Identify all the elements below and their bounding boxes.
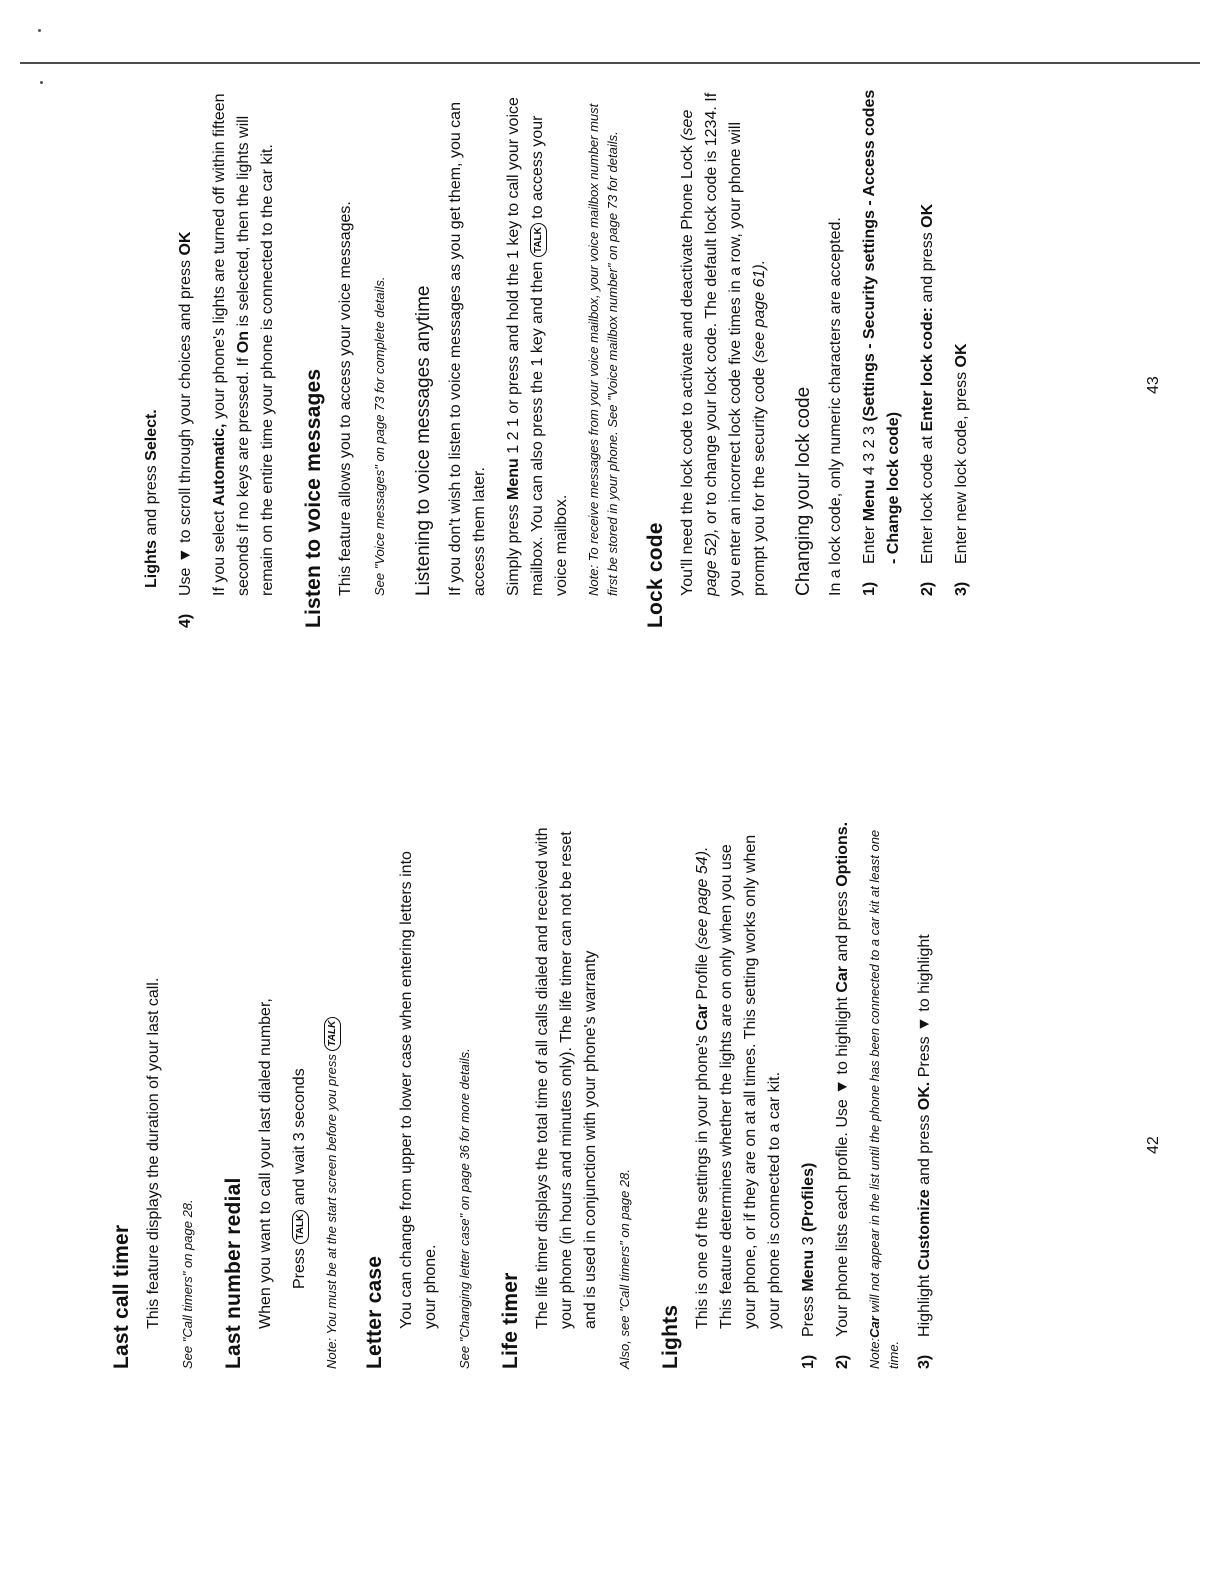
step4-a: Use ▼ to scroll through your choices and press [177,260,194,596]
step-text [797,1163,821,1337]
step3-a: Highlight [916,1274,933,1337]
step-text [916,204,940,564]
auto-b: your phone's lights are turned off within fifteen seconds if no keys are pressed. If [211,93,252,596]
step-text [950,343,974,564]
lstep1-menu: Menu [861,479,878,522]
lights-body-see: (see page 54). [694,846,711,950]
step1-profiles: (Profiles) [800,1162,817,1233]
talk-key-icon: TALK [292,1210,309,1244]
life-timer-see: Also, see "Call timers" on page 28. [617,1169,632,1369]
step1-a: Press [800,1296,817,1337]
step1-menu: Menu [800,1249,817,1292]
lights-auto-body [208,88,280,596]
step2-car: Car [834,965,851,993]
step3-ok: OK. [916,1081,933,1111]
note-a: Note: [867,1337,882,1369]
lock-step-1 [858,88,906,596]
left-column [88,819,947,1369]
heading-last-number-redial: Last number redial [222,1177,245,1369]
step3-b: and press [916,1114,933,1185]
body3-menu: Menu [505,458,522,500]
lstep2-ok: OK [919,203,936,228]
step4-ok: OK [177,231,194,256]
page-43 [0,0,1224,784]
redial-note [322,819,341,1369]
lights-step-1 [797,819,821,1369]
lstep1-a: Enter [861,525,878,564]
step-number: 3) [953,581,970,596]
step2-options: Options. [834,821,851,887]
lock-step-3 [950,88,974,596]
auto-c: is selected, then the lights will remain on the entire time your phone is connected to the car kit. [235,115,276,596]
lights-body-3: This feature determines whether the lights are on only when you use your phone, or if they are on at all times. This setting works only when your phone is connected to a car kit. [718,834,783,1329]
step2-b: and press [834,891,851,962]
last-call-timer-body: This feature displays the duration of your last call. [145,977,162,1329]
auto-on: On [235,330,252,354]
heading-last-call-timer: Last call timer [110,1224,133,1369]
letter-case-body: You can change from upper to lower case when entering letters into your phone. [398,851,439,1329]
lock-body-b: or to change your lock code. The default lock code is 1234. If you enter an incorrect lock code five times in a row, your phone will prompt you for the security code [703,92,768,596]
lights-body-car: Car [694,1003,711,1031]
lock-body [676,88,772,596]
auto-automatic: Automatic, [211,423,228,507]
lights-word: Lights [143,540,160,588]
heading-listen-voice: Listen to voice messages [302,368,325,628]
lock-see-2: (see page 61). [751,259,768,363]
step-number: 4) [177,613,194,628]
right-column [82,88,984,628]
lock-step-2 [916,88,940,596]
step3-c: Press ▼ to highlight [916,934,933,1078]
lstep2-b: and press [919,232,936,303]
life-timer-body: The life timer displays the total time of all calls dialed and received with your phone (in hours and minutes only). The life timer can not be reset and is used in conjunction with your phone's warranty [534,827,599,1329]
and-press: and press [143,465,160,536]
lstep1-b: 4 3 2 3 [861,426,878,476]
subheading-changing-lock: Changing your lock code [793,386,814,596]
lstep3-ok: OK [953,343,970,368]
select-word: Select. [143,409,160,461]
press-after: and wait 3 seconds [291,1068,308,1206]
scan-edge-line [20,62,1200,64]
lights-step-2 [831,819,855,1369]
talk-key-icon: TALK [530,223,547,257]
body3-c: to access your voice mailbox. [529,115,570,596]
lock-see-1: (see page 52), [679,109,720,596]
lstep2-a: Enter lock code at [919,435,936,564]
lights-step-3 [913,819,937,1369]
step3-customize: Customize [916,1189,933,1271]
listen-body-2: If you don't wish to listen to voice messages as you get them, you can access them later. [447,102,488,596]
lock-body-2: In a lock code, only numeric characters are accepted. [827,217,844,596]
page-42 [0,784,1224,1584]
step-text [831,822,855,1337]
lstep2-bold: Enter lock code: [919,306,936,432]
heading-life-timer: Life timer [499,1272,522,1369]
step-text [913,934,937,1337]
listen-body-3 [502,88,574,596]
step-number: 1) [800,1354,817,1369]
step2-a: Your phone lists each profile. Use ▼ to highlight [834,997,851,1337]
lights-step-4 [174,88,198,628]
heading-letter-case: Letter case [363,1255,386,1369]
lights-note [865,819,903,1369]
heading-lights: Lights [659,1304,682,1369]
press-talk-line [288,819,312,1289]
lights-cont-line [140,88,164,588]
step-number: 2) [834,1354,851,1369]
step-text [858,88,906,564]
step-number: 3) [916,1354,933,1369]
note-car: Car [867,1316,882,1338]
lock-body-a: You'll need the lock code to activate and deactivate Phone Lock [679,145,696,596]
note-b: will not appear in the list until the phone has been connected to a car kit at least one time. [867,829,901,1369]
listen-see: See "Voice messages" on page 73 for complete details. [372,276,387,596]
scan-speck [38,29,41,32]
scan-speck [40,81,43,84]
lstep3-a: Enter new lock code, press [953,371,970,564]
step-number: 1) [861,581,878,596]
step-number: 2) [919,581,936,596]
auto-a: If you select [211,510,228,596]
step-text [174,232,198,596]
last-number-redial-body: When you want to call your last dialed number, [257,998,274,1329]
lights-body-1: This is one of the settings in your phone's [694,1035,711,1329]
redial-note-text: Note: You must be at the start screen before you press [324,1054,339,1369]
lights-body-2: Profile [694,954,711,1000]
last-call-timer-see: See "Call timers" on page 28. [180,1199,195,1369]
body3-b: 1 2 1 or press and hold the 1 key to call your voice mailbox. You can also press the 1 key and then [505,97,546,596]
letter-case-see: See "Changing letter case" on page 36 for more details. [457,1048,472,1369]
listen-body: This feature allows you to access your voice messages. [337,201,354,596]
body3-a: Simply press [505,504,522,596]
lights-body [691,819,787,1329]
page-number-43: 43 [1145,376,1162,394]
talk-key-icon: TALK [324,1017,341,1051]
subheading-listening-anytime: Listening to voice messages anytime [413,285,434,596]
listen-note: Note: To receive messages from your voice mailbox, your voice mailbox number must first be stored in your phone. See "Voice mailbox number" on page 73 for details. [586,103,620,596]
page-number-42: 42 [1145,1136,1162,1154]
press-before: Press [291,1248,308,1289]
heading-lock-code: Lock code [644,522,667,628]
step1-b: 3 [800,1236,817,1246]
lstep1-path: (Settings - Security settings - Access codes - Change lock code) [861,89,902,564]
